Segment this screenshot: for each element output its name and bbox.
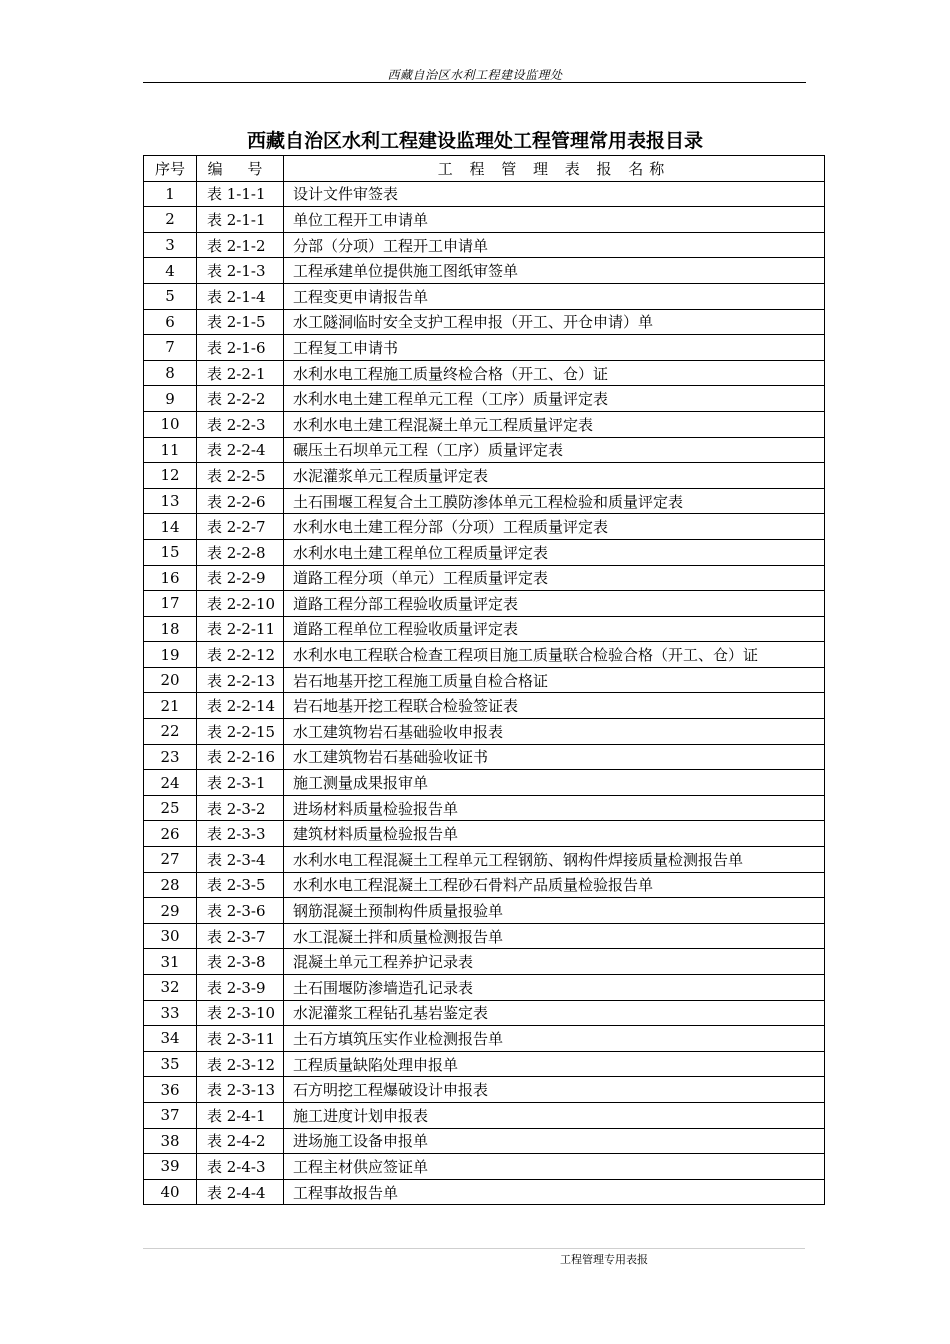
form-name: 工程承建单位提供施工图纸审签单 <box>284 258 825 284</box>
form-name: 石方明挖工程爆破设计申报表 <box>284 1077 825 1103</box>
row-number: 38 <box>144 1128 197 1154</box>
table-row <box>144 591 825 617</box>
table-row <box>144 923 825 949</box>
table-row <box>144 181 825 207</box>
table-row <box>144 309 825 335</box>
table-header-row <box>144 156 825 182</box>
form-code: 表 2-4-1 <box>197 1102 284 1128</box>
form-code: 表 2-3-9 <box>197 975 284 1001</box>
form-name: 水泥灌浆单元工程质量评定表 <box>284 463 825 489</box>
table-row <box>144 795 825 821</box>
form-name: 水工建筑物岩石基础验收申报表 <box>284 719 825 745</box>
row-number: 5 <box>144 283 197 309</box>
table-row <box>144 1051 825 1077</box>
form-name: 水利水电土建工程单位工程质量评定表 <box>284 539 825 565</box>
row-number: 3 <box>144 232 197 258</box>
form-code: 表 2-2-12 <box>197 642 284 668</box>
form-code: 表 2-4-2 <box>197 1128 284 1154</box>
form-code: 表 2-2-2 <box>197 386 284 412</box>
form-name: 工程复工申请书 <box>284 335 825 361</box>
form-code: 表 2-3-2 <box>197 795 284 821</box>
table-row <box>144 514 825 540</box>
form-code: 表 1-1-1 <box>197 181 284 207</box>
form-name: 工程主材供应签证单 <box>284 1154 825 1180</box>
form-name: 道路工程分部工程验收质量评定表 <box>284 591 825 617</box>
row-number: 18 <box>144 616 197 642</box>
table-row <box>144 667 825 693</box>
form-code: 表 2-3-11 <box>197 1026 284 1052</box>
table-row <box>144 821 825 847</box>
table-row <box>144 386 825 412</box>
column-header-name: 工 程 管 理 表 报 名称 <box>284 156 825 182</box>
table-row <box>144 335 825 361</box>
form-code: 表 2-1-2 <box>197 232 284 258</box>
table-row <box>144 693 825 719</box>
form-name: 施工进度计划申报表 <box>284 1102 825 1128</box>
table-row <box>144 411 825 437</box>
table-row <box>144 539 825 565</box>
row-number: 22 <box>144 719 197 745</box>
form-code: 表 2-2-6 <box>197 488 284 514</box>
row-number: 16 <box>144 565 197 591</box>
form-name: 水利水电土建工程混凝土单元工程质量评定表 <box>284 411 825 437</box>
row-number: 27 <box>144 847 197 873</box>
row-number: 31 <box>144 949 197 975</box>
row-number: 29 <box>144 898 197 924</box>
table-row <box>144 207 825 233</box>
form-name: 水工建筑物岩石基础验收证书 <box>284 744 825 770</box>
table-row <box>144 847 825 873</box>
row-number: 40 <box>144 1179 197 1205</box>
form-code: 表 2-3-6 <box>197 898 284 924</box>
form-code: 表 2-1-4 <box>197 283 284 309</box>
row-number: 21 <box>144 693 197 719</box>
row-number: 26 <box>144 821 197 847</box>
table-row <box>144 232 825 258</box>
form-name: 土石围堰工程复合土工膜防渗体单元工程检验和质量评定表 <box>284 488 825 514</box>
form-name: 进场材料质量检验报告单 <box>284 795 825 821</box>
document-title: 西藏自治区水利工程建设监理处工程管理常用表报目录 <box>246 130 703 152</box>
form-name: 碾压土石坝单元工程（工序）质量评定表 <box>284 437 825 463</box>
row-number: 39 <box>144 1154 197 1180</box>
row-number: 4 <box>144 258 197 284</box>
table-row <box>144 283 825 309</box>
form-code: 表 2-3-12 <box>197 1051 284 1077</box>
table-row <box>144 1102 825 1128</box>
form-code: 表 2-3-3 <box>197 821 284 847</box>
row-number: 23 <box>144 744 197 770</box>
row-number: 9 <box>144 386 197 412</box>
table-row <box>144 642 825 668</box>
form-code: 表 2-2-5 <box>197 463 284 489</box>
table-row <box>144 898 825 924</box>
row-number: 25 <box>144 795 197 821</box>
table-row <box>144 258 825 284</box>
form-code: 表 2-3-7 <box>197 923 284 949</box>
table-row <box>144 360 825 386</box>
form-name: 水利水电工程混凝土工程单元工程钢筋、钢构件焊接质量检测报告单 <box>284 847 825 873</box>
row-number: 12 <box>144 463 197 489</box>
table-row <box>144 463 825 489</box>
header-rule <box>143 82 806 83</box>
row-number: 11 <box>144 437 197 463</box>
form-code: 表 2-2-11 <box>197 616 284 642</box>
table-row <box>144 565 825 591</box>
form-code: 表 2-2-7 <box>197 514 284 540</box>
form-code: 表 2-1-6 <box>197 335 284 361</box>
row-number: 10 <box>144 411 197 437</box>
form-name: 施工测量成果报审单 <box>284 770 825 796</box>
row-number: 6 <box>144 309 197 335</box>
form-code: 表 2-3-10 <box>197 1000 284 1026</box>
form-name: 工程质量缺陷处理申报单 <box>284 1051 825 1077</box>
row-number: 13 <box>144 488 197 514</box>
form-name: 岩石地基开挖工程施工质量自检合格证 <box>284 667 825 693</box>
row-number: 28 <box>144 872 197 898</box>
table-row <box>144 1179 825 1205</box>
table-row <box>144 437 825 463</box>
form-code: 表 2-3-5 <box>197 872 284 898</box>
row-number: 30 <box>144 923 197 949</box>
form-code: 表 2-1-3 <box>197 258 284 284</box>
form-code: 表 2-2-15 <box>197 719 284 745</box>
page-footer-text: 工程管理专用表报 <box>560 1253 648 1266</box>
form-code: 表 2-2-8 <box>197 539 284 565</box>
row-number: 1 <box>144 181 197 207</box>
row-number: 14 <box>144 514 197 540</box>
row-number: 35 <box>144 1051 197 1077</box>
form-name: 道路工程分项（单元）工程质量评定表 <box>284 565 825 591</box>
form-name: 水利水电工程施工质量终检合格（开工、仓）证 <box>284 360 825 386</box>
form-name: 道路工程单位工程验收质量评定表 <box>284 616 825 642</box>
row-number: 15 <box>144 539 197 565</box>
form-name: 混凝土单元工程养护记录表 <box>284 949 825 975</box>
row-number: 17 <box>144 591 197 617</box>
table-body <box>144 181 825 1205</box>
form-code: 表 2-4-4 <box>197 1179 284 1205</box>
row-number: 2 <box>144 207 197 233</box>
table-row <box>144 770 825 796</box>
form-name: 岩石地基开挖工程联合检验签证表 <box>284 693 825 719</box>
form-code: 表 2-2-3 <box>197 411 284 437</box>
form-name: 工程变更申请报告单 <box>284 283 825 309</box>
form-code: 表 2-2-10 <box>197 591 284 617</box>
footer-rule <box>143 1248 805 1249</box>
row-number: 7 <box>144 335 197 361</box>
table-row <box>144 872 825 898</box>
form-name: 建筑材料质量检验报告单 <box>284 821 825 847</box>
form-code: 表 2-4-3 <box>197 1154 284 1180</box>
form-code: 表 2-1-5 <box>197 309 284 335</box>
row-number: 32 <box>144 975 197 1001</box>
row-number: 8 <box>144 360 197 386</box>
table-row <box>144 719 825 745</box>
table-row <box>144 1026 825 1052</box>
forms-table <box>143 155 825 1205</box>
form-name: 设计文件审签表 <box>284 181 825 207</box>
form-name: 土石方填筑压实作业检测报告单 <box>284 1026 825 1052</box>
row-number: 20 <box>144 667 197 693</box>
table-row <box>144 975 825 1001</box>
row-number: 34 <box>144 1026 197 1052</box>
form-name: 水利水电工程混凝土工程砂石骨料产品质量检验报告单 <box>284 872 825 898</box>
form-code: 表 2-3-13 <box>197 1077 284 1103</box>
form-name: 进场施工设备申报单 <box>284 1128 825 1154</box>
column-header-code: 编 号 <box>197 156 284 182</box>
form-code: 表 2-3-1 <box>197 770 284 796</box>
table-row <box>144 616 825 642</box>
form-name: 水利水电土建工程单元工程（工序）质量评定表 <box>284 386 825 412</box>
form-name: 钢筋混凝土预制构件质量报验单 <box>284 898 825 924</box>
row-number: 36 <box>144 1077 197 1103</box>
form-code: 表 2-2-14 <box>197 693 284 719</box>
form-code: 表 2-2-13 <box>197 667 284 693</box>
column-header-no: 序号 <box>144 156 197 182</box>
form-code: 表 2-3-8 <box>197 949 284 975</box>
table-row <box>144 1128 825 1154</box>
table-row <box>144 744 825 770</box>
table-row <box>144 1000 825 1026</box>
form-name: 水利水电工程联合检查工程项目施工质量联合检验合格（开工、仓）证 <box>284 642 825 668</box>
table-row <box>144 488 825 514</box>
form-code: 表 2-2-1 <box>197 360 284 386</box>
row-number: 33 <box>144 1000 197 1026</box>
form-name: 水利水电土建工程分部（分项）工程质量评定表 <box>284 514 825 540</box>
form-name: 水工隧洞临时安全支护工程申报（开工、开仓申请）单 <box>284 309 825 335</box>
form-name: 水工混凝土拌和质量检测报告单 <box>284 923 825 949</box>
form-code: 表 2-2-4 <box>197 437 284 463</box>
form-code: 表 2-2-16 <box>197 744 284 770</box>
row-number: 19 <box>144 642 197 668</box>
form-code: 表 2-3-4 <box>197 847 284 873</box>
form-name: 水泥灌浆工程钻孔基岩鉴定表 <box>284 1000 825 1026</box>
form-name: 工程事故报告单 <box>284 1179 825 1205</box>
table-row <box>144 1154 825 1180</box>
form-code: 表 2-1-1 <box>197 207 284 233</box>
form-name: 单位工程开工申请单 <box>284 207 825 233</box>
form-name: 分部（分项）工程开工申请单 <box>284 232 825 258</box>
table-row <box>144 949 825 975</box>
row-number: 24 <box>144 770 197 796</box>
page-header-text: 西藏自治区水利工程建设监理处 <box>387 68 563 82</box>
table-row <box>144 1077 825 1103</box>
form-code: 表 2-2-9 <box>197 565 284 591</box>
row-number: 37 <box>144 1102 197 1128</box>
form-name: 土石围堰防渗墙造孔记录表 <box>284 975 825 1001</box>
